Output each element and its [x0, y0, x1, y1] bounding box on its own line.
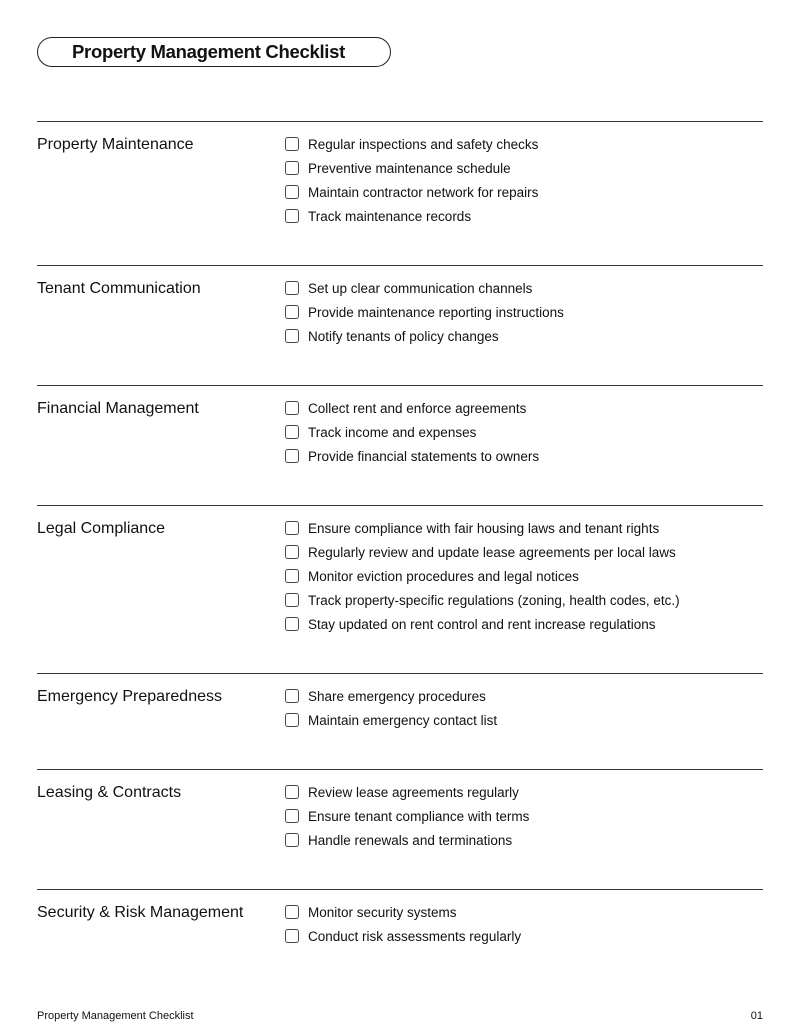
section-label: Security & Risk Management: [37, 904, 244, 921]
checkbox[interactable]: [285, 305, 299, 319]
checklist-item[interactable]: [285, 804, 763, 828]
checklist-item-label: Preventive maintenance schedule: [308, 160, 511, 176]
checklist-item[interactable]: [285, 444, 763, 468]
checklist-item[interactable]: [285, 588, 763, 612]
checklist-item[interactable]: [285, 276, 763, 300]
checklist-item[interactable]: [285, 180, 763, 204]
checklist-item[interactable]: [285, 540, 763, 564]
checklist-item-label: Provide maintenance reporting instructions: [308, 304, 564, 320]
checkbox[interactable]: [285, 401, 299, 415]
checklist-items: [285, 132, 763, 228]
checklist-items: [285, 780, 763, 852]
page-number: 01: [750, 1010, 763, 1022]
checklist-item-label: Maintain contractor network for repairs: [308, 184, 539, 200]
checklist-item[interactable]: [285, 612, 763, 636]
checklist-items: [285, 900, 763, 948]
checklist-items: [285, 396, 763, 468]
checklist-item-label: Regularly review and update lease agreements per local laws: [308, 544, 676, 560]
checklist-item-label: Track property-specific regulations (zoning, health codes, etc.): [308, 592, 680, 608]
checklist-item-label: Maintain emergency contact list: [308, 712, 498, 728]
checkbox[interactable]: [285, 185, 299, 199]
checklist-items: [285, 276, 763, 348]
checklist-item-label: Share emergency procedures: [308, 688, 486, 704]
checklist-item[interactable]: [285, 324, 763, 348]
checklist-item[interactable]: [285, 684, 763, 708]
checkbox[interactable]: [285, 809, 299, 823]
checklist-item-label: Collect rent and enforce agreements: [308, 400, 527, 416]
checklist-item-label: Provide financial statements to owners: [308, 448, 540, 464]
checklist-items: [285, 516, 763, 636]
checkbox[interactable]: [285, 545, 299, 559]
checkbox[interactable]: [285, 569, 299, 583]
section-label: Financial Management: [37, 400, 199, 417]
checkbox[interactable]: [285, 521, 299, 535]
checklist-item[interactable]: [285, 420, 763, 444]
section-label: Leasing & Contracts: [37, 784, 182, 801]
checklist-item-label: Set up clear communication channels: [308, 280, 533, 296]
checklist-section: [37, 769, 763, 889]
checkbox[interactable]: [285, 449, 299, 463]
checklist-item[interactable]: [285, 780, 763, 804]
checkbox[interactable]: [285, 329, 299, 343]
section-label: Emergency Preparedness: [37, 688, 222, 705]
section-label: Tenant Communication: [37, 280, 201, 297]
checkbox[interactable]: [285, 281, 299, 295]
section-label: Property Maintenance: [37, 136, 194, 153]
checklist-section: [37, 889, 763, 985]
checklist-item-label: Track income and expenses: [308, 424, 477, 440]
checklist-item-label: Ensure tenant compliance with terms: [308, 808, 530, 824]
checklist-item-label: Ensure compliance with fair housing laws and tenant rights: [308, 520, 660, 536]
page-title: Property Management Checklist: [37, 37, 391, 67]
checklist-item-label: Handle renewals and terminations: [308, 832, 513, 848]
checklist-item[interactable]: [285, 900, 763, 924]
checklist-item-label: Track maintenance records: [308, 208, 472, 224]
checklist-items: [285, 684, 763, 732]
checklist-section: [37, 121, 763, 265]
checklist-item-label: Monitor security systems: [308, 904, 457, 920]
checklist-item[interactable]: [285, 300, 763, 324]
checkbox[interactable]: [285, 689, 299, 703]
checklist-item[interactable]: [285, 828, 763, 852]
footer-title: Property Management Checklist: [37, 1010, 194, 1022]
checklist-item[interactable]: [285, 132, 763, 156]
checkbox[interactable]: [285, 713, 299, 727]
checklist-item[interactable]: [285, 156, 763, 180]
checklist-sections: [37, 121, 763, 985]
checkbox[interactable]: [285, 209, 299, 223]
checklist-item-label: Conduct risk assessments regularly: [308, 928, 522, 944]
checkbox[interactable]: [285, 785, 299, 799]
checklist-item-label: Stay updated on rent control and rent increase regulations: [308, 616, 656, 632]
checkbox[interactable]: [285, 929, 299, 943]
checkbox[interactable]: [285, 617, 299, 631]
checklist-item[interactable]: [285, 924, 763, 948]
checklist-item[interactable]: [285, 396, 763, 420]
checklist-item[interactable]: [285, 204, 763, 228]
checklist-item-label: Notify tenants of policy changes: [308, 328, 499, 344]
checklist-item-label: Regular inspections and safety checks: [308, 136, 539, 152]
checklist-item[interactable]: [285, 564, 763, 588]
checklist-section: [37, 385, 763, 505]
checkbox[interactable]: [285, 905, 299, 919]
checkbox[interactable]: [285, 161, 299, 175]
checkbox[interactable]: [285, 593, 299, 607]
checklist-section: [37, 673, 763, 769]
checklist-item[interactable]: [285, 708, 763, 732]
checklist-item[interactable]: [285, 516, 763, 540]
section-label: Legal Compliance: [37, 520, 166, 537]
checkbox[interactable]: [285, 137, 299, 151]
checklist-section: [37, 265, 763, 385]
checklist-item-label: Monitor eviction procedures and legal notices: [308, 568, 579, 584]
checkbox[interactable]: [285, 833, 299, 847]
checklist-item-label: Review lease agreements regularly: [308, 784, 519, 800]
checklist-section: [37, 505, 763, 673]
checkbox[interactable]: [285, 425, 299, 439]
